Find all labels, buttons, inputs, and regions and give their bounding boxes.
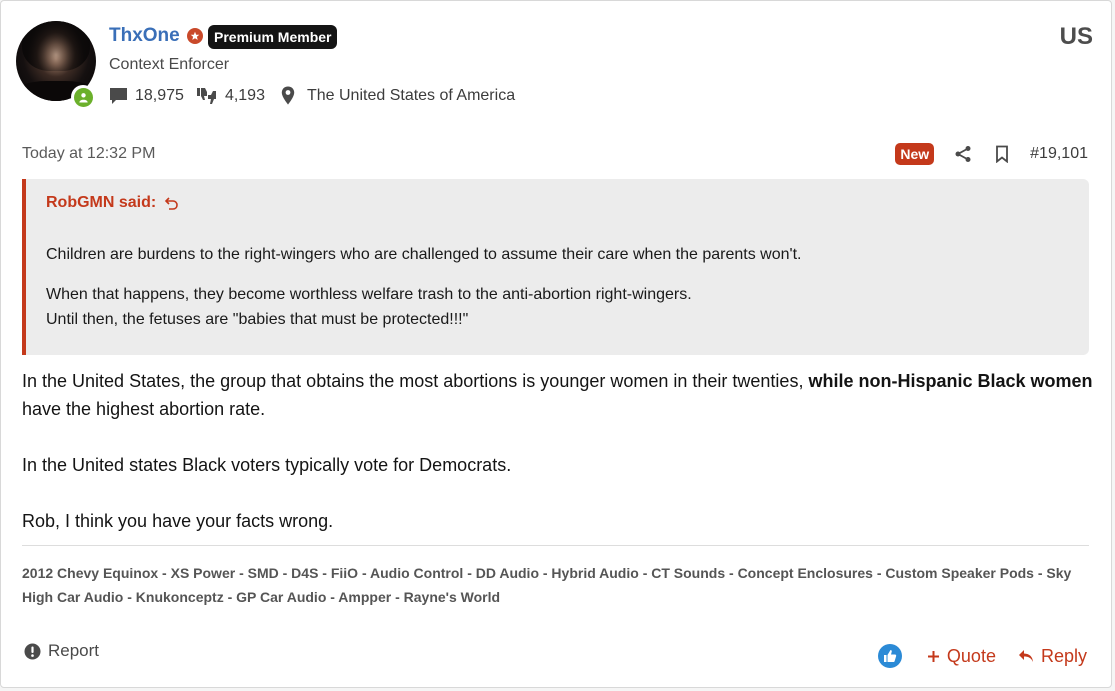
message-body — [22, 367, 1094, 535]
location-text: The United States of America — [306, 86, 516, 104]
post-timestamp[interactable]: Today at 12:32 PM — [22, 145, 156, 162]
post-number-link[interactable]: #19,101 — [1030, 145, 1088, 162]
plus-icon — [927, 650, 940, 663]
username-link[interactable]: ThxOne — [109, 25, 180, 46]
message-icon — [109, 87, 128, 105]
signature: 2012 Chevy Equinox - XS Power - SMD - D4S - FiiO - Audio Control - DD Audio - Hybrid Audio - CT Sounds - Concept Enclosures - Custom Speaker Pods - Sky High Car Audio - Knukonceptz - GP Car Audio - Ampper - Rayne's World — [22, 565, 1072, 605]
bookmark-icon[interactable] — [991, 143, 1013, 165]
like-icon[interactable] — [878, 644, 902, 668]
post-actions — [878, 644, 1087, 668]
report-button[interactable] — [24, 641, 99, 661]
quote-body — [46, 242, 1069, 332]
message-paragraph: In the United States, the group that obtains the most abortions is younger women in their twenties, while non-Hispanic Black women have the highest abortion rate. — [22, 371, 1093, 419]
quote-block — [22, 179, 1089, 355]
reaction-stat[interactable] — [196, 87, 265, 105]
premium-member-badge[interactable]: Premium Member — [208, 25, 337, 49]
reaction-count: 4,193 — [224, 86, 265, 104]
undo-arrow-icon — [164, 196, 179, 211]
user-stats — [109, 86, 527, 105]
message-paragraph: Rob, I think you have your facts wrong. — [22, 511, 334, 531]
reply-label: Reply — [1040, 645, 1087, 666]
user-title: Context Enforcer — [109, 56, 230, 73]
post-meta-actions — [895, 143, 1088, 165]
report-label: Report — [48, 641, 100, 660]
new-badge: New — [895, 143, 934, 165]
star-icon — [187, 28, 203, 44]
reply-button[interactable] — [1018, 646, 1087, 667]
bold-phrase: while non-Hispanic Black women — [808, 371, 1093, 391]
quote-paragraph: Children are burdens to the right-wingers who are challenged to assume their care when the parents won't. — [46, 246, 802, 263]
share-icon[interactable] — [952, 143, 974, 165]
user-online-icon — [71, 85, 95, 109]
quote-author-link[interactable] — [46, 194, 1069, 212]
location-stat[interactable] — [281, 86, 515, 105]
report-icon — [24, 643, 41, 660]
messages-stat[interactable] — [109, 87, 184, 105]
thumbs-up-down-icon — [196, 87, 218, 105]
messages-count: 18,975 — [135, 86, 184, 104]
message-paragraph: In the United states Black voters typically vote for Democrats. — [22, 455, 512, 475]
quote-paragraph: When that happens, they become worthless welfare trash to the anti-abortion right-wingers. Until then, the fetuses are "babies that must be protected!!!" — [46, 286, 692, 328]
signature-divider — [22, 545, 1089, 546]
reply-icon — [1018, 649, 1034, 663]
country-code: US — [1059, 23, 1093, 50]
quote-button[interactable] — [927, 646, 996, 667]
location-pin-icon — [281, 86, 295, 105]
quote-label: Quote — [946, 645, 996, 666]
quote-author: RobGMN said: — [46, 194, 157, 211]
